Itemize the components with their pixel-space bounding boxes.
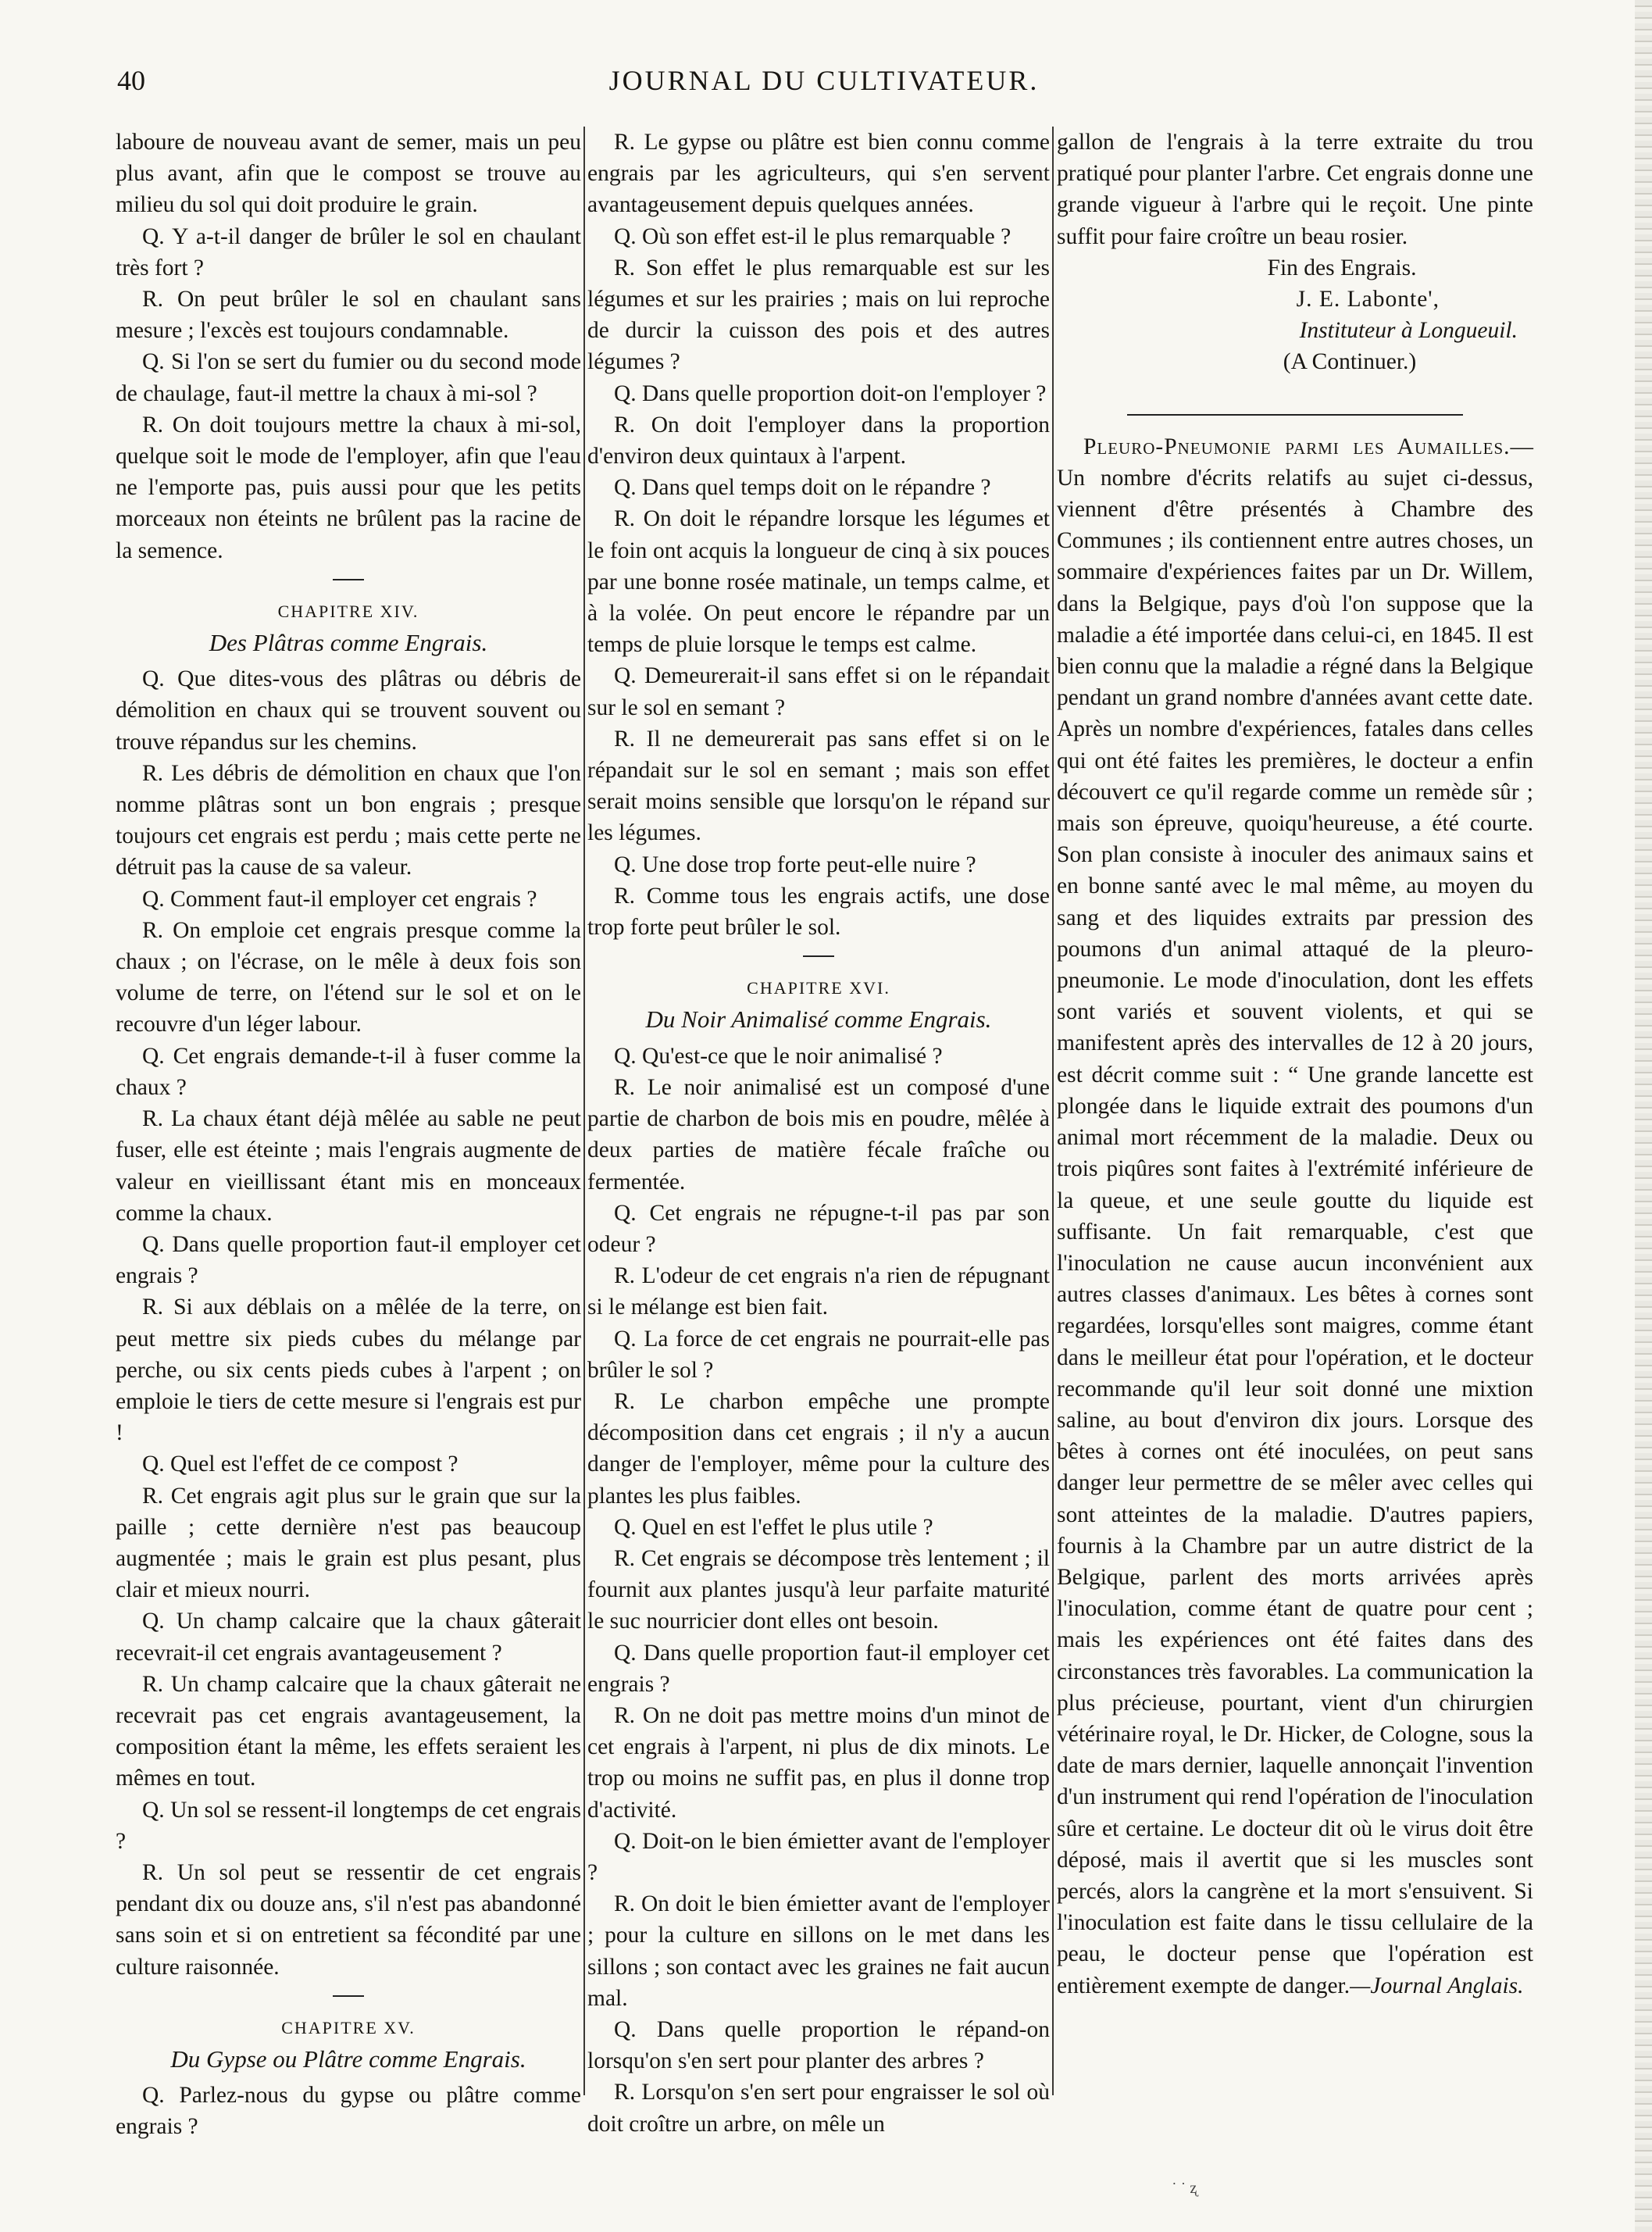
article-divider [1127, 414, 1463, 416]
section-divider [803, 955, 834, 957]
question: Q. Y a-t-il danger de brûler le sol en chaulant très fort ? [116, 223, 581, 280]
page-number: 40 [117, 65, 145, 96]
column-1 [116, 127, 581, 2140]
answer: R. Le noir animalisé est un composé d'une partie de charbon de bois mis en poudre, mêlée à deux parties de matière fécale fraîche ou fermentée. [587, 1074, 1050, 1195]
answer: R. On doit le répandre lorsque les légumes et le foin ont acquis la longueur de cinq à six pouces par une bonne rosée matinale, un temps calme, et à la volée. On peut encore le répandre par un temps de pluie lorsque le temps est calme. [587, 506, 1050, 658]
answer: R. On doit toujours mettre la chaux à mi-sol, quelque soit le mode de l'employer, afin que l'eau ne l'emporte pas, puis aussi pour que les petits morceaux non éteints ne brûlent pas la racine de la semence. [116, 412, 581, 563]
answer: R. Un champ calcaire que la chaux gâterait ne recevrait pas cet engrais avantageusement, la composition étant la même, les effets seraient les mêmes en tout. [116, 1671, 581, 1791]
article-title: Pleuro-Pneumonie parmi les Aumailles. [1083, 434, 1511, 459]
paragraph: gallon de l'engrais à la terre extraite du trou pratiqué pour planter l'arbre. Cet engrais donne une grande vigueur à l'arbre qui le reçoit. Une pinte suffit pour faire croître un beau rosier. [1057, 130, 1533, 249]
answer: R. Le charbon empêche une prompte décomposition dans cet engrais ; il n'y a aucun danger de l'employer, même pour la culture des plantes les plus faibles. [587, 1388, 1050, 1509]
chapter-subtitle: Du Noir Animalisé comme Engrais. [645, 1005, 992, 1034]
article-body: —Un nombre d'écrits relatifs au sujet ci-dessus, viennent d'être présentés à Chambre des Communes ; ils contiennent entre autres choses, un sommaire d'expériences faites par un Dr. Willem, dans la Belgique, pays d'où l'on suppose que la maladie a été importée dans celui-ci, en 1845. Il est bien connu que la maladie a régné dans la Belgique pendant un grand nombre d'années avant cette date. Après un nombre d'expériences, fatales dans celles qui ont été faites les premières, le docteur a enfin découvert ce qu'il regarde comme un remède sûr ; mais son épreuve, quoiqu'heureuse, a été courte. Son plan consiste à inoculer des animaux sains et en bonne santé avec le mal même, au moyen du sang et des liquides extraits par pression des poumons d'un animal attaqué de la pleuro-pneumonie. Le mode d'inoculation, dont les effets sont variés et souvent violents, et qui se manifestent après des intervalles de 12 à 20 jours, est décrit comme suit : “ Une grande lancette est plongée dans le liquide extrait des poumons d'un animal mort récemment de la maladie. Deux ou trois piqûres sont faites à l'extrémité inférieure de la queue, et une seule goutte du liquide est suffisante. Un fait remarquable, c'est que l'inoculation ne cause aucun inconvénient aux autres classes d'animaux. Les bêtes à cornes sont regardées, lorsqu'elles sont maigres, comme étant dans le meilleur état pour l'opération, et le docteur recommande qu'il leur soit donné une mixtion saline, au bout d'environ dix jours. Lorsque des bêtes à cornes ont été inoculées, on peut sans danger leur permettre de se mêler avec celles qui sont atteintes de la maladie. D'autres papiers, fournis à la Chambre par un autre district de la Belgique, parlent des morts arrivées après l'inoculation, comme étant de quatre pour cent ; mais les expériences ont été faites dans des circonstances très favorables. La communication la plus précieuse, pourtant, vient d'un chirurgien vétérinaire royal, le Dr. Hicker, de Cologne, sous la date de mars dernier, laquelle annonçait l'invention d'un instrument qui rend l'opération de l'inoculation sûre et certaine. Le docteur dit où le virus doit être déposé, mais il avertit que si les muscles sont percés, alors la cangrène et la mort s'ensuivent. Si l'inoculation est faite dans le tissu cellulaire de la peau, le docteur pense que l'opération est entièrement exempte de danger. [1057, 434, 1533, 1998]
question: Q. Que dites-vous des plâtras ou débris de démolition en chaux qui se trouvent souvent ou trouve répandus sur les chemins. [116, 666, 581, 755]
question: Q. Doit-on le bien émietter avant de l'employer ? [587, 1828, 1050, 1885]
answer: R. Lorsqu'on s'en sert pour engraisser le sol où doit croître un arbre, on mêle un [587, 2080, 1050, 2137]
answer: R. Si aux déblais on a mêlée de la terre, on peut mettre six pieds cubes du mélange par perche, ou six cents pieds cubes à l'arpent ; on emploie le tiers de cette mesure si l'engrais est pur ! [116, 1295, 581, 1446]
question: Q. Dans quel temps doit on le répandre ? [614, 475, 991, 501]
question: Q. Une dose trop forte peut-elle nuire ? [614, 852, 976, 877]
question: Q. Un champ calcaire que la chaux gâterait recevrait-il cet engrais avantageusement ? [116, 1609, 581, 1666]
answer: R. Son effet le plus remarquable est sur les légumes et sur les prairies ; mais on lui reproche de durcir la cuisson des pois et des autres légumes ? [587, 255, 1050, 375]
question: Q. Où son effet est-il le plus remarquable ? [614, 223, 1012, 249]
page-edge [1635, 0, 1652, 2232]
answer: R. On doit le bien émietter avant de l'employer ; pour la culture en sillons on le met dans les sillons ; son contact avec les graines ne fait aucun mal. [587, 1891, 1050, 2011]
paragraph: laboure de nouveau avant de semer, mais un peu plus avant, afin que le compost se trouve au milieu du sol qui doit produire le grain. [116, 130, 581, 218]
question: Q. Demeurerait-il sans effet si on le répandait sur le sol en semant ? [587, 663, 1050, 720]
question: Q. Qu'est-ce que le noir animalisé ? [614, 1043, 943, 1069]
question: Q. Quel en est l'effet le plus utile ? [614, 1514, 933, 1540]
question: Q. Dans quelle proportion faut-il employer cet engrais ? [587, 1640, 1050, 1697]
page-header [117, 64, 1531, 103]
question: Q. Dans quelle proportion le répand-on lorsqu'on s'en sert pour planter des arbres ? [587, 2016, 1050, 2074]
answer: R. Cet engrais se décompose très lentement ; il fournit aux plantes jusqu'à leur parfaite maturité le suc nourricier dont elles ont besoin. [587, 1545, 1050, 1634]
answer: R. Comme tous les engrais actifs, une dose trop forte peut brûler le sol. [587, 883, 1050, 941]
question: Q. Cet engrais ne répugne-t-il pas par son odeur ? [587, 1200, 1050, 1257]
question: Q. Si l'on se sert du fumier ou du second mode de chaulage, faut-il mettre la chaux à mi-sol ? [116, 349, 581, 406]
question: Q. Un sol se ressent-il longtemps de cet engrais ? [116, 1797, 581, 1854]
answer: R. Un sol peut se ressentir de cet engrais pendant dix ou douze ans, s'il n'est pas abandonné sans soin et si on entretient sa fécondité par une culture raisonnée. [116, 1859, 581, 1980]
answer: R. Il ne demeurerait pas sans effet si on le répandait sur le sol en semant ; mais son effet serait moins sensible que lorsqu'on le répand sur les légumes. [587, 726, 1050, 846]
question: Q. Parlez-nous du gypse ou plâtre comme engrais ? [116, 2083, 581, 2140]
answer: R. On peut brûler le sol en chaulant sans mesure ; l'excès est toujours condamnable. [116, 287, 581, 344]
answer: R. La chaux étant déjà mêlée au sable ne peut fuser, elle est éteinte ; mais l'engrais augmente de valeur en vieillissant étant mis en monceaux comme la chaux. [116, 1106, 581, 1226]
continuation-note: (A Continuer.) [1283, 349, 1417, 375]
section-divider [333, 579, 364, 580]
question: Q. Dans quelle proportion faut-il employer cet engrais ? [116, 1231, 581, 1289]
article-source: —Journal Anglais. [1350, 1973, 1524, 1998]
chapter-heading: CHAPITRE XIV. [277, 601, 419, 621]
author-name: J. E. Labonte', [1296, 287, 1440, 312]
question: Q. Cet engrais demande-t-il à fuser comme la chaux ? [116, 1043, 581, 1100]
column-rule [1052, 127, 1054, 2095]
answer: R. On ne doit pas mettre moins d'un minot de cet engrais à l'arpent, ni plus de dix minots. Le trop ou moins ne suffit pas, en plus il donne trop d'activité. [587, 1702, 1050, 1823]
question: Q. La force de cet engrais ne pourrait-elle pas brûler le sol ? [587, 1326, 1050, 1383]
chapter-heading: CHAPITRE XV. [281, 2017, 416, 2037]
question: Q. Quel est l'effet de ce compost ? [142, 1452, 458, 1477]
author-title: Instituteur à Longueuil. [1299, 318, 1518, 344]
section-divider [333, 1995, 364, 1997]
chapter-subtitle: Des Plâtras comme Engrais. [209, 629, 488, 657]
column-3 [1057, 127, 1533, 2119]
journal-title: JOURNAL DU CULTIVATEUR. [608, 65, 1040, 96]
print-smudge: ˙ ˙ ʐ [1172, 2180, 1197, 2197]
column-rule [583, 127, 585, 2095]
answer: R. Cet engrais agit plus sur le grain que sur la paille ; cette dernière n'est pas beaucoup augmentée ; mais le grain est plus pesant, plus clair et mieux nourri. [116, 1483, 581, 1603]
section-end-note: Fin des Engrais. [1267, 255, 1417, 280]
chapter-subtitle: Du Gypse ou Plâtre comme Engrais. [170, 2045, 526, 2073]
chapter-heading: CHAPITRE XVI. [747, 978, 890, 998]
column-2 [587, 127, 1050, 2137]
article [1057, 431, 1533, 2002]
answer: R. Les débris de démolition en chaux que l'on nomme plâtras sont un bon engrais ; presque toujours cet engrais est perdu ; mais cette perte ne détruit pas la cause de sa valeur. [116, 760, 581, 880]
answer: R. On emploie cet engrais presque comme la chaux ; on l'écrase, on le mêle à deux fois son volume de terre, on l'étend sur le sol et on le recouvre d'un léger labour. [116, 917, 581, 1037]
question: Q. Comment faut-il employer cet engrais ? [142, 886, 537, 912]
answer: R. L'odeur de cet engrais n'a rien de répugnant si le mélange est bien fait. [587, 1263, 1050, 1320]
answer: R. On doit l'employer dans la proportion d'environ deux quintaux à l'arpent. [587, 412, 1050, 470]
question: Q. Dans quelle proportion doit-on l'employer ? [614, 380, 1047, 406]
answer: R. Le gypse ou plâtre est bien connu comme engrais par les agriculteurs, qui s'en servent avantageusement depuis quelques années. [587, 130, 1050, 218]
